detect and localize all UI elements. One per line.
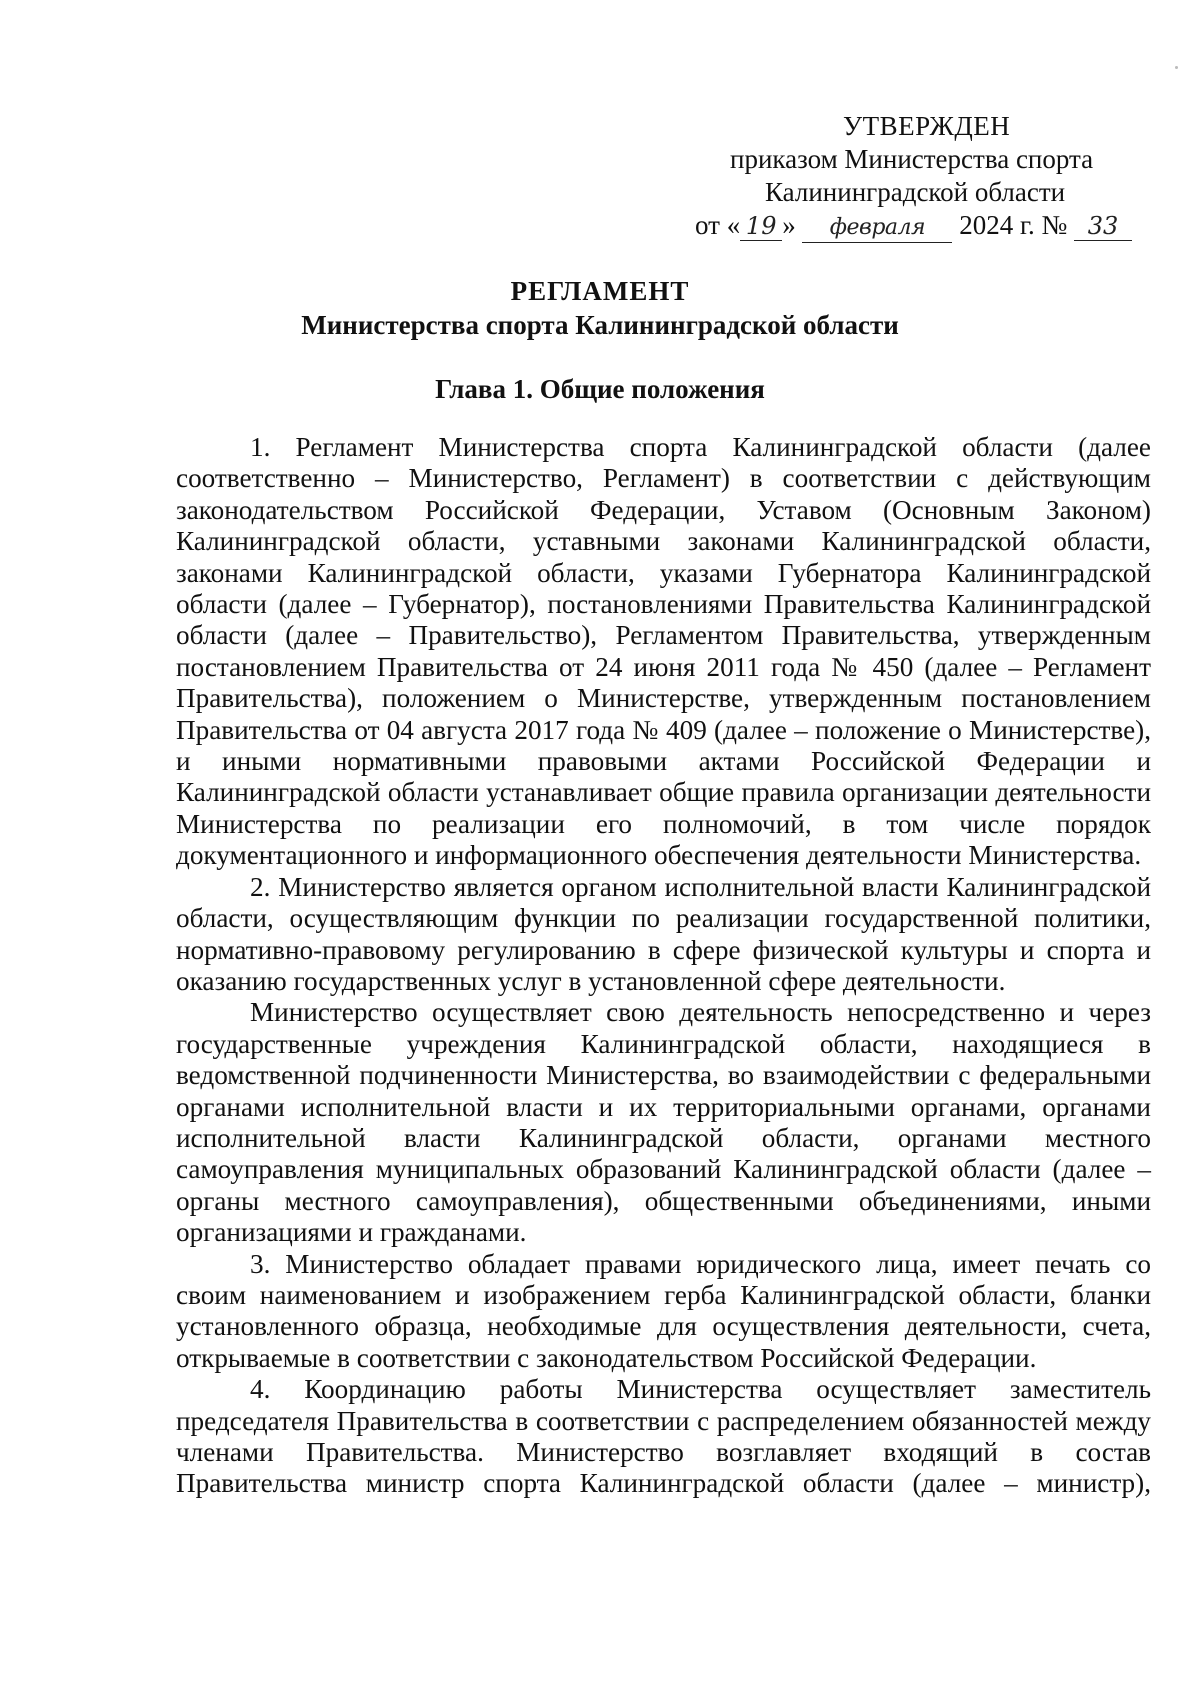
- date-year: 2024 г. №: [959, 210, 1068, 240]
- approval-order-line: приказом Министерства спорта: [730, 144, 1094, 174]
- document-title: [0, 274, 1200, 342]
- handwritten-month: февраля: [802, 214, 952, 243]
- handwritten-number: 33: [1074, 212, 1132, 241]
- paragraph-4: 4. Координацию работы Министерства осуществляет заместитель председателя Правительства в соответствии с распределением обязанностей между членами Правительства. Министерство возглавляет входящий в состав Правительства министр спорта Калининградской области (далее – министр),: [176, 1374, 1151, 1499]
- paragraph-2: 2. Министерство является органом исполнительной власти Калининградской области, осуществляющим функции по реализации государственной политики, нормативно-правовому регулированию в сфере физической культуры и спорта и оказанию государственных услуг в установленной сфере деятельности.: [176, 871, 1151, 996]
- paragraph-2-continued: Министерство осуществляет свою деятельность непосредственно и через государственные учреждения Калининградской области, находящиеся в ведомственной подчиненности Министерства, во взаимодействии с федеральными органами исполнительной власти и их территориальными органами, органами исполнительной власти Калининградской области, органами местного самоуправления муниципальных образований Калининградской области (далее – органы местного самоуправления), общественными объединениями, иными организациями и гражданами.: [176, 997, 1151, 1248]
- approval-heading: УТВЕРЖДЕН: [843, 111, 1011, 141]
- title-main: РЕГЛАМЕНТ: [510, 276, 690, 306]
- approval-date-line: [695, 209, 1135, 243]
- scan-dot: [1175, 66, 1178, 69]
- date-prefix: от «: [695, 210, 741, 240]
- title-subtitle: Министерства спорта Калининградской области: [301, 310, 899, 340]
- date-quote-close: »: [782, 210, 796, 240]
- chapter-heading: Глава 1. Общие положения: [435, 374, 765, 404]
- document-body: [176, 432, 1151, 1500]
- handwritten-day: 19: [740, 212, 782, 241]
- approval-region-line: Калининградской области: [765, 177, 1066, 207]
- paragraph-3: 3. Министерство обладает правами юридического лица, имеет печать со своим наименованием и изображением герба Калининградской области, бланки установленного образца, необходимые для осуществления деятельности, счета, открываемые в соответствии с законодательством Российской Федерации.: [176, 1248, 1151, 1373]
- paragraph-1: 1. Регламент Министерства спорта Калининградской области (далее соответственно – Министерство, Регламент) в соответствии с действующим законодательством Российской Федерации, Уставом (Основным Законом) Калининградской области, уставными законами Калининградской области, законами Калининградской области, указами Губернатора Калининградской области (далее – Губернатор), постановлениями Правительства Калининградской области (далее – Правительство), Регламентом Правительства, утвержденным постановлением Правительства от 24 июня 2011 года № 450 (далее – Регламент Правительства), положением о Министерстве, утвержденным постановлением Правительства от 04 августа 2017 года № 409 (далее – положение о Министерстве), и иными нормативными правовыми актами Российской Федерации и Калининградской области устанавливает общие правила организации деятельности Министерства по реализации его полномочий, в том числе порядок документационного и информационного обеспечения деятельности Министерства.: [176, 432, 1151, 871]
- approval-block: [695, 110, 1140, 243]
